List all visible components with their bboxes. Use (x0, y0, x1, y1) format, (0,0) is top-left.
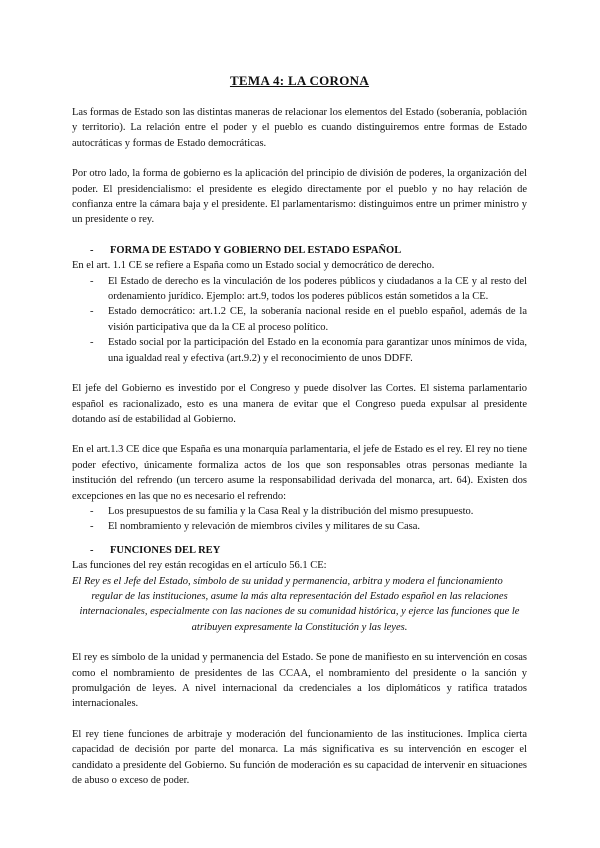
paragraph-gap (72, 228, 527, 243)
estado-characteristics-list (72, 274, 527, 366)
page-title: TEMA 4: LA CORONA (229, 73, 370, 88)
paragraph-gap (72, 535, 527, 543)
refrendo-exceptions-list (72, 504, 527, 535)
constitution-quote (72, 574, 527, 636)
section-intro: En el art. 1.1 CE se refiere a España como un Estado social y democrático de derecho. (72, 260, 435, 272)
heading-dash: - (90, 244, 94, 256)
paragraph-arbitraje-moderacion: El rey tiene funciones de arbitraje y moderación del funcionamiento de las instituciones. Implica cierta capacidad de decisión por parte del monarca. La más significativa es su intervención en escoger el candidato a presidente del Gobierno. Su función de moderación es su capacidad de intervenir en situaciones de abuso o exceso de poder. (72, 728, 527, 787)
paragraph-gap (72, 427, 527, 442)
list-item: - Los presupuestos de su familia y la Casa Real y la distribución del mismo presupuesto. (72, 504, 527, 519)
paragraph-formas-estado: Las formas de Estado son las distintas maneras de relacionar los elementos del Estado (soberanía, población y territorio). La relación entre el poder y el pueblo es cuando distinguiremos entre formas de Estado autocráticas y formas de Estado democráticas. (72, 107, 527, 149)
paragraph-gap (72, 712, 527, 727)
paragraph-gap (72, 635, 527, 650)
heading-text: FORMA DE ESTADO Y GOBIERNO DEL ESTADO ESPAÑOL (110, 244, 402, 256)
heading-text: FUNCIONES DEL REY (110, 544, 221, 556)
heading-dash: - (90, 544, 94, 556)
list-item: - El nombramiento y relevación de miembros civiles y militares de su Casa. (72, 519, 527, 534)
list-item: - El Estado de derecho es la vinculación de los poderes públicos y ciudadanos a la CE y al resto del ordenamiento jurídico. Ejemplo: art.9, todos los poderes públicos están sometidos a la CE. (72, 274, 527, 305)
paragraph-gap (72, 366, 527, 381)
paragraph-jefe-gobierno: El jefe del Gobierno es investido por el Congreso y puede disolver las Cortes. El sistema parlamentario español es racionalizado, esto es una manera de evitar que el Congreso pueda expulsar al presidente dotando así de estabilidad al Gobierno. (72, 383, 527, 425)
section-heading-funciones-rey (72, 543, 527, 558)
paragraph-simbolo-unidad: El rey es símbolo de la unidad y permanencia del Estado. Se pone de manifiesto en su intervención en cosas como el nombramiento de presidentes de las CCAA, el nombramiento del presidente o la sanción y promulgación de leyes. A nivel internacional da credenciales a los diplomáticos y ratifica tratados internacionales. (72, 652, 527, 710)
paragraph-forma-gobierno: Por otro lado, la forma de gobierno es la aplicación del principio de división de poderes, la organización del poder. El presidencialismo: el presidente es elegido directamente por el pueblo y no hay relación de confianza entre la cámara baja y el presidente. El parlamentarismo: distinguimos entre un primer ministro y un presidente o rey. (72, 168, 527, 226)
list-item: - Estado democrático: art.1.2 CE, la soberanía nacional reside en el pueblo español, además de la visión participativa que da la CE al proceso político. (72, 304, 527, 335)
document-body (72, 73, 527, 788)
section-intro: Las funciones del rey están recogidas en el artículo 56.1 CE: (72, 560, 327, 572)
section-heading-forma-estado (72, 243, 527, 258)
quote-continuation: regular de las instituciones, asume la más alta representación del Estado español en las relaciones internacionales, especialmente con las naciones de su comunidad histórica, y ejerce las funciones que le atribuyen expresamente la Constitución y las leyes. (79, 590, 520, 633)
list-item: - Estado social por la participación del Estado en la economía para garantizar unos mínimos de vida, una igualdad real y efectiva (art.9.2) y el reconocimiento de unos DDFF. (72, 335, 527, 366)
paragraph-monarquia-parlamentaria: En el art.1.3 CE dice que España es una monarquía parlamentaria, el jefe de Estado es el rey. El rey no tiene poder efectivo, únicamente formaliza actos de los que son responsables otras personas mediante la institución del refrendo (un tercero asume la responsabilidad derivada del monarca, art. 64). Existen dos excepciones en las que no es necesario el refrendo: (72, 444, 527, 502)
quote-first-line: El Rey es el Jefe del Estado, símbolo de su unidad y permanencia, arbitra y modera el funcionamiento (72, 575, 503, 587)
paragraph-gap (72, 151, 527, 166)
